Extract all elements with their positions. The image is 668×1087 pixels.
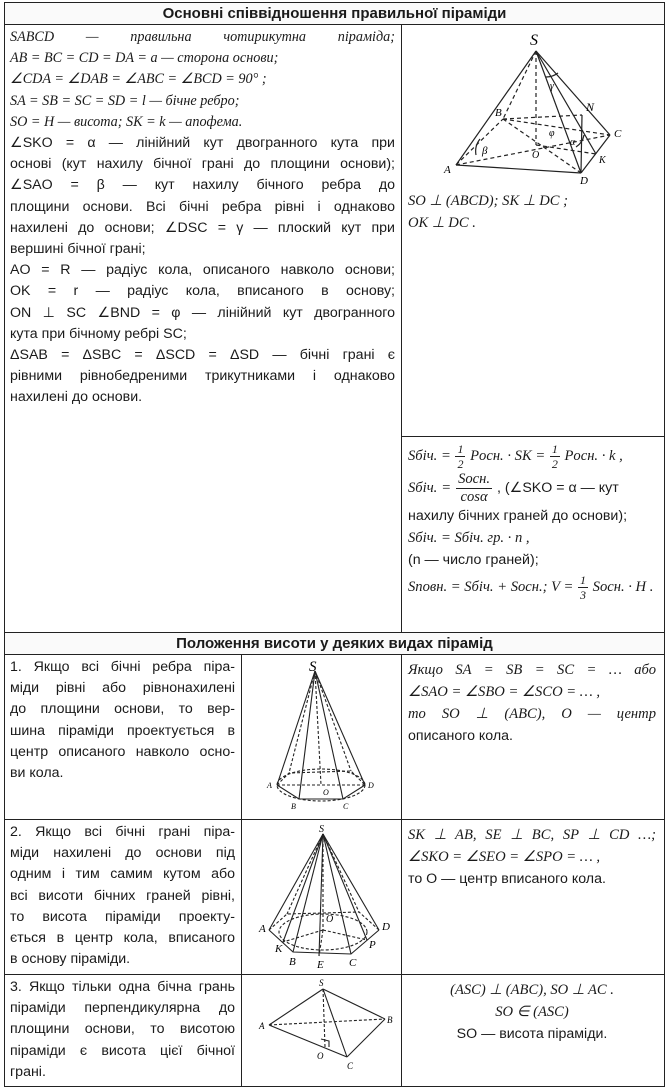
- label-K: K: [599, 155, 606, 166]
- case1-figure-cell: [242, 655, 402, 820]
- label-C: C: [348, 957, 356, 969]
- case3-figure-cell: [242, 975, 402, 1087]
- label-S: S: [318, 978, 323, 988]
- perpendicular-face-pyramid-figure: [247, 977, 397, 1077]
- case2-figure-cell: [242, 820, 402, 975]
- case2-text: 2. Якщо всі бічні грані пірa- міди нахилені до основи під одним і тим самим кутом або всі висоти бічних граней рівні, то висота піраміди проекту- ється в центр кола, вписаного в основу піраміди.: [5, 820, 242, 975]
- perpendicular-line: SO ⊥ (ABCD); SK ⊥ DC ;: [408, 193, 568, 209]
- formula-lateral-area: Sбіч. = $\frac{1}{2}$ Pосн. · SK = $\frac{1}{2}$ Pосн. · k ,: [408, 442, 623, 472]
- label-gamma: γ: [550, 81, 554, 92]
- section1-definitions: [5, 25, 402, 633]
- label-B: B: [288, 956, 296, 968]
- definition-line: SABCD — правильна чотирикутна піраміда;: [10, 29, 395, 45]
- definition-line: нахилені до основи; ∠DSC = γ — плоский кут при: [10, 219, 395, 236]
- label-O: O: [316, 1051, 323, 1061]
- definition-line: ∠SAO = β — кут нахилу бічного ребра до: [10, 177, 395, 194]
- section1-title: Основні співвідношення правильної піраміди: [5, 3, 665, 25]
- label-B: B: [495, 107, 502, 119]
- label-E: E: [316, 959, 324, 971]
- definition-line: ΔSAB = ΔSBC = ΔSCD = ΔSD — бічні грані є: [10, 347, 395, 364]
- label-A: A: [266, 781, 272, 790]
- definition-line: площини основи. Всі бічні ребра рівні і однаково: [10, 198, 395, 215]
- definition-line: ON ⊥ SC ∠BND = φ — лінійний кут двогранного: [10, 304, 395, 321]
- definition-line: рівними рівнобедреними трикутниками і однаково: [10, 368, 395, 385]
- label-alpha: α: [570, 137, 576, 148]
- label-K: K: [274, 943, 282, 955]
- label-O: O: [322, 788, 329, 797]
- label-A: A: [258, 923, 266, 935]
- perpendicular-line: OK ⊥ DC .: [408, 215, 476, 231]
- definition-line: SO = H — висота; SK = k — апофема.: [10, 113, 243, 130]
- case2-conditions: SK ⊥ AB, SE ⊥ BC, SP ⊥ CD …; ∠SKO = ∠SEO = ∠SPO = … , то O — центр вписаного кола.: [402, 820, 665, 975]
- definition-line: ∠CDA = ∠DAB = ∠ABC = ∠BCD = 90° ;: [10, 71, 267, 88]
- definition-line: вершині бічної грані;: [10, 241, 146, 258]
- formula-faces: Sбіч. = Sбіч. гр. · n ,: [408, 530, 530, 546]
- label-A: A: [258, 1021, 264, 1031]
- case1-conditions: Якщо SA = SB = SC = … або ∠SAO = ∠SBO = ∠SCO = … , то SO ⊥ (ABC), O — центр описаного кола.: [402, 655, 665, 820]
- case3-text: 3. Якщо тільки одна бічна грань піраміди перпендикулярна до площини основи, то висотою піраміди є висота цієї бічної грані.: [5, 975, 242, 1087]
- fraction: $\frac{1}{2}$: [457, 442, 464, 472]
- label-N: N: [586, 100, 595, 114]
- definition-line: AO = R — радіус кола, описаного навколо основи;: [10, 262, 395, 279]
- label-S: S: [308, 659, 316, 675]
- label-O: O: [325, 914, 333, 925]
- label-C: C: [342, 802, 348, 811]
- formula-total-volume: Sповн. = Sбіч. + Sосн.; V = $\frac{1}{3}$ Sосн. · H .: [408, 573, 654, 603]
- label-S: S: [530, 32, 538, 49]
- inscribed-pyramid-figure: [247, 822, 397, 972]
- label-D: D: [381, 921, 390, 933]
- label-P: P: [368, 939, 376, 951]
- definition-line: кута при бічному ребрі SC;: [10, 325, 187, 342]
- label-O: O: [532, 150, 540, 161]
- section1-formulas: [402, 437, 665, 633]
- label-D: D: [580, 175, 588, 187]
- case3-conditions: (ASC) ⊥ (ABC), SO ⊥ AC . SO ∈ (ASC) SO — висота піраміди.: [402, 975, 665, 1087]
- pyramid-table: [4, 2, 665, 1087]
- label-C: C: [614, 128, 622, 140]
- fraction: $\frac{\text{Sосн.}}{\cos\alpha}$: [458, 471, 491, 505]
- definition-line: OK = r — радіус кола, вписаного в основу;: [10, 283, 395, 300]
- section2-title: Положення висоти у деяких видах пірамід: [5, 633, 665, 655]
- label-S: S: [318, 824, 324, 835]
- formula-area-cos: Sбіч. = $\frac{\text{Sосн.}}{\cos\alpha}$ , (∠SKO = α — кут: [408, 471, 619, 505]
- case1-text: 1. Якщо всі бічні ребра пірa- міди рівні або рівнонахилені до площини основи, то вер- шина піраміди проектується в центр описаного навколо осно- ви кола.: [5, 655, 242, 820]
- label-A: A: [444, 164, 451, 176]
- label-phi: φ: [549, 128, 555, 139]
- fraction: $\frac{1}{3}$: [579, 573, 586, 603]
- definition-line: AB = BC = CD = DA = a — сторона основи;: [10, 50, 279, 67]
- definition-line: нахилені до основи.: [10, 389, 143, 406]
- definition-line: основі (кут нахилу бічної грані до площини основи);: [10, 156, 395, 173]
- definition-line: SA = SB = SC = SD = l — бічне ребро;: [10, 92, 240, 109]
- definition-line: ∠SKO = α — лінійний кут двогранного кута при: [10, 135, 395, 152]
- label-D: D: [367, 781, 374, 790]
- label-C: C: [346, 1061, 353, 1071]
- fraction: $\frac{1}{2}$: [551, 442, 558, 472]
- label-B: B: [290, 802, 296, 811]
- label-B: B: [386, 1015, 392, 1025]
- cone-pyramid-figure: [247, 657, 397, 815]
- formula-note: нахилу бічних граней до основи);: [408, 508, 628, 524]
- formula-note: (n — число граней);: [408, 552, 539, 568]
- section1-figure-cell: [402, 25, 665, 437]
- square-pyramid-figure: [406, 27, 658, 185]
- label-beta: β: [482, 145, 488, 157]
